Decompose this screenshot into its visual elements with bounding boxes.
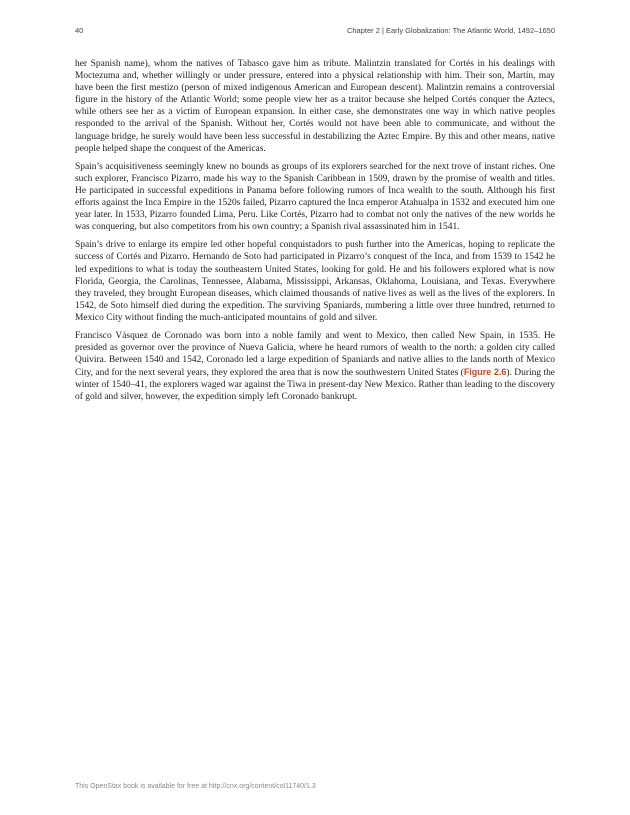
paragraph-2: Spain’s acquisitiveness seemingly knew no bounds as groups of its explorers searched for the next trove of instant riches. One such explorer, Francisco Pizarro, made his way to the Spanish Caribbean in 1509, drawn by the promise of wealth and titles. He participated in successful expeditions in Panama before following rumors of Inca wealth to the south. Although his first efforts against the Inca Empire in the 1520s failed, Pizarro captured the Inca emperor Atahualpa in 1532 and executed him one year later. In 1533, Pizarro founded Lima, Peru. Like Cortés, Pizarro had to combat not only the natives of the new worlds he was conquering, but also competitors from his own country; a Spanish rival assassinated him in 1541. <box>75 161 555 233</box>
paragraph-4 <box>75 330 555 404</box>
footer-source-note: This OpenStax book is available for free at http://cnx.org/content/col11740/1.3 <box>75 783 316 790</box>
figure-2-6-link[interactable]: Figure 2.6 <box>463 367 507 378</box>
running-header: Chapter 2 | Early Globalization: The Atlantic World, 1492–1650 <box>346 26 555 35</box>
page-number: 40 <box>75 26 84 35</box>
paragraph-1: her Spanish name), whom the natives of Tabasco gave him as tribute. Malintzin translated for Cortés in his dealings with Moctezuma and, whether willingly or under pressure, entered into a physical relationship with him. Their son, Martín, may have been the first mestizo (person of mixed indigenous American and European descent). Malintzin remains a controversial figure in the history of the Atlantic World; some people view her as a traitor because she helped Cortés conquer the Aztecs, while others see her as a victim of European expansion. In either case, she demonstrates one way in which native peoples responded to the arrival of the Spanish. Without her, Cortés would not have been able to communicate, and without the language bridge, he surely would have been less successful in destabilizing the Aztec Empire. By this and other means, native people helped shape the conquest of the Americas. <box>75 59 555 154</box>
paragraph-3: Spain’s drive to enlarge its empire led other hopeful conquistadors to push further into the Americas, hoping to replicate the success of Cortés and Pizarro. Hernando de Soto had participated in Pizarro’s conquest of the Inca, and from 1539 to 1542 he led expeditions to what is today the southeastern United States, looking for gold. He and his followers explored what is now Florida, Georgia, the Carolinas, Tennessee, Alabama, Mississippi, Arkansas, Oklahoma, Louisiana, and Texas. Everywhere they traveled, they brought European diseases, which claimed thousands of native lives as well as the lives of the explorers. In 1542, de Soto himself died during the expedition. The surviving Spaniards, numbering a little over three hundred, returned to Mexico City without finding the much-anticipated mountains of gold and silver. <box>75 240 555 323</box>
paragraph-4-text-start: Francisco Vásquez de Coronado was born into a noble family and went to Mexico, then called New Spain, in 1535. He presided as governor over the province of Nueva Galicia, where he heard rumors of wealth to the north: a golden city called Quivira. Between 1540 and 1542, Coronado led a large expedition of Spaniards and native allies to the lands north of Mexico City, and for the next several years, they explored the area that is now the southwestern United States ( <box>75 330 555 379</box>
paragraph-4-text-end: ). During the winter of 1540–41, the explorers waged war against the Tiwa in present-day New Mexico. Rather than leading to the discovery of gold and silver, however, the expedition simply left Coronado bankrupt. <box>75 368 555 403</box>
body-text <box>75 58 555 410</box>
